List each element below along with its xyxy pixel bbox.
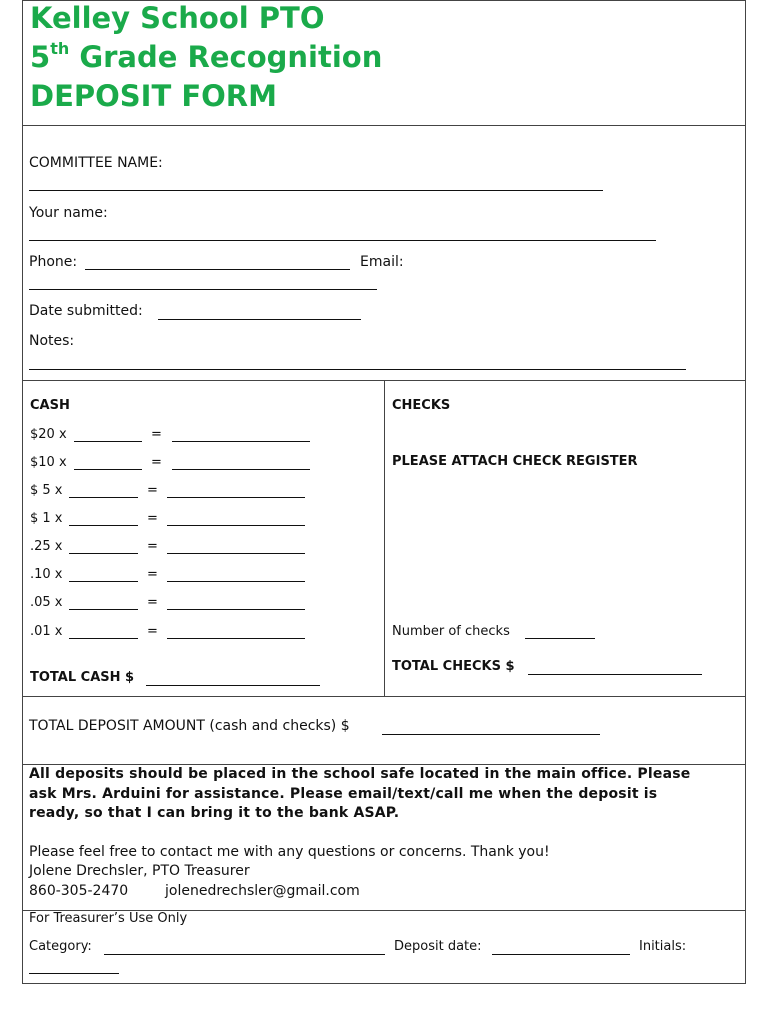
phone-field[interactable] — [85, 269, 350, 270]
notes-field[interactable] — [29, 369, 686, 370]
instructions-line-1: All deposits should be placed in the school safe located in the main office. Please — [29, 766, 691, 782]
your-name-label: Your name: — [29, 205, 108, 221]
cash-amount-field[interactable] — [167, 497, 305, 498]
equals-sign: = — [151, 427, 162, 442]
equals-sign: = — [147, 483, 158, 498]
total-checks-field[interactable] — [528, 674, 702, 675]
category-field[interactable] — [104, 954, 385, 955]
instructions-line-2: ask Mrs. Arduini for assistance. Please email/text/call me when the deposit is — [29, 786, 658, 802]
form-title: DEPOSIT FORM — [30, 79, 277, 113]
cash-heading: CASH — [30, 398, 70, 413]
cash-count-field[interactable] — [69, 609, 138, 610]
number-of-checks-label: Number of checks — [392, 624, 510, 639]
cash-amount-field[interactable] — [172, 441, 310, 442]
checks-heading: CHECKS — [392, 398, 451, 413]
cash-denomination: .25 x — [30, 539, 63, 554]
treasurer-use-heading: For Treasurer’s Use Only — [29, 911, 188, 926]
equals-sign: = — [151, 455, 162, 470]
email-field[interactable] — [29, 289, 377, 290]
cash-denomination: $10 x — [30, 455, 67, 470]
total-cash-field[interactable] — [146, 685, 320, 686]
email-label: Email: — [360, 254, 404, 270]
equals-sign: = — [147, 595, 158, 610]
cash-count-field[interactable] — [69, 553, 138, 554]
deposit-date-label: Deposit date: — [394, 939, 482, 954]
contact-phone: 860-305-2470 — [29, 883, 129, 899]
equals-sign: = — [147, 511, 158, 526]
cash-count-field[interactable] — [69, 497, 138, 498]
cash-amount-field[interactable] — [167, 638, 305, 639]
treasurer-signature: Jolene Drechsler, PTO Treasurer — [29, 863, 250, 879]
divider — [22, 764, 746, 765]
total-cash-label: TOTAL CASH $ — [30, 670, 135, 685]
column-divider — [384, 380, 385, 696]
grade-title: 5th Grade Recognition — [30, 39, 383, 74]
equals-sign: = — [147, 624, 158, 639]
equals-sign: = — [147, 567, 158, 582]
phone-label: Phone: — [29, 254, 78, 270]
committee-name-field[interactable] — [29, 190, 603, 191]
cash-count-field[interactable] — [74, 441, 142, 442]
attach-check-register-note: PLEASE ATTACH CHECK REGISTER — [392, 454, 638, 469]
cash-denomination: .01 x — [30, 624, 63, 639]
total-deposit-label: TOTAL DEPOSIT AMOUNT (cash and checks) $ — [29, 718, 350, 734]
initials-label: Initials: — [639, 939, 687, 954]
cash-count-field[interactable] — [69, 581, 138, 582]
cash-denomination: .10 x — [30, 567, 63, 582]
cash-count-field[interactable] — [74, 469, 142, 470]
initials-field[interactable] — [29, 973, 119, 974]
cash-amount-field[interactable] — [167, 553, 305, 554]
number-of-checks-field[interactable] — [525, 638, 595, 639]
contact-message: Please feel free to contact me with any questions or concerns. Thank you! — [29, 844, 550, 860]
instructions-line-3: ready, so that I can bring it to the bank ASAP. — [29, 805, 400, 821]
cash-denomination: .05 x — [30, 595, 63, 610]
cash-amount-field[interactable] — [167, 609, 305, 610]
divider — [22, 696, 746, 697]
cash-amount-field[interactable] — [167, 525, 305, 526]
cash-denomination: $20 x — [30, 427, 67, 442]
total-checks-label: TOTAL CHECKS $ — [392, 659, 515, 674]
cash-count-field[interactable] — [69, 525, 138, 526]
cash-count-field[interactable] — [69, 638, 138, 639]
committee-name-label: COMMITTEE NAME: — [29, 155, 163, 171]
your-name-field[interactable] — [29, 240, 656, 241]
cash-denomination: $ 1 x — [30, 511, 63, 526]
date-submitted-label: Date submitted: — [29, 303, 143, 319]
pto-title: Kelley School PTO — [30, 1, 325, 35]
cash-denomination: $ 5 x — [30, 483, 63, 498]
cash-amount-field[interactable] — [167, 581, 305, 582]
total-deposit-field[interactable] — [382, 734, 600, 735]
cash-amount-field[interactable] — [172, 469, 310, 470]
category-label: Category: — [29, 939, 92, 954]
equals-sign: = — [147, 539, 158, 554]
notes-label: Notes: — [29, 333, 75, 349]
contact-email[interactable]: jolenedrechsler@gmail.com — [165, 883, 360, 899]
deposit-date-field[interactable] — [492, 954, 630, 955]
divider — [22, 125, 746, 126]
date-submitted-field[interactable] — [158, 319, 361, 320]
